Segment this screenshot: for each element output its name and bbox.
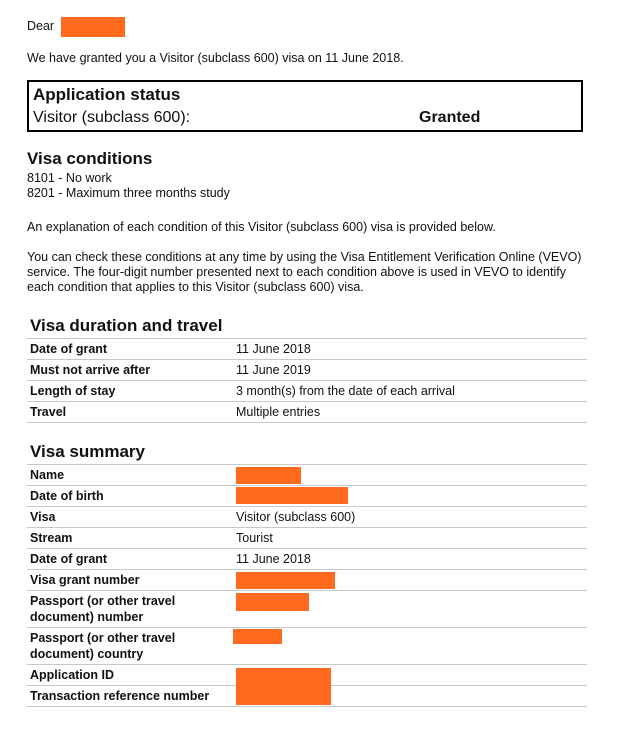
- summary-heading: Visa summary: [30, 442, 145, 461]
- row-label: Application ID: [27, 665, 233, 686]
- duration-heading: Visa duration and travel: [30, 316, 223, 335]
- status-visa-label: Visitor (subclass 600):: [33, 109, 191, 126]
- row-label: Must not arrive after: [27, 360, 233, 381]
- row-label: Name: [27, 465, 233, 486]
- row-label: Length of stay: [27, 381, 233, 402]
- table-row: [27, 402, 587, 423]
- vevo-paragraph: You can check these conditions at any time by using the Visa Entitlement Verification Online (VEVO) service. The four-digit number presented next to each condition above is used in VEVO to identify each condition that applies to this Visitor (subclass 600) visa.: [27, 250, 582, 294]
- redaction-passport-country: [233, 629, 282, 644]
- row-label: Date of grant: [27, 549, 233, 570]
- row-label: Date of grant: [27, 339, 233, 360]
- row-label: Stream: [27, 528, 233, 549]
- row-value: Tourist: [233, 528, 587, 549]
- row-value: Multiple entries: [233, 402, 587, 423]
- application-status-box: [27, 80, 583, 132]
- redaction-application-ids: [236, 668, 331, 705]
- table-row: [27, 528, 587, 549]
- row-value: [233, 628, 587, 665]
- condition-item: 8201 - Maximum three months study: [27, 186, 230, 200]
- row-label: Transaction reference number: [27, 686, 233, 707]
- condition-item: 8101 - No work: [27, 171, 112, 185]
- greeting: Dear: [27, 19, 55, 33]
- row-value: 11 June 2019: [233, 360, 587, 381]
- status-heading: Application status: [33, 85, 181, 104]
- row-value: 11 June 2018: [233, 339, 587, 360]
- table-row: [27, 549, 587, 570]
- table-row: [27, 360, 587, 381]
- table-row: [27, 381, 587, 402]
- row-value: Visitor (subclass 600): [233, 507, 587, 528]
- duration-table: [27, 338, 587, 423]
- row-label: Visa: [27, 507, 233, 528]
- row-label: Date of birth: [27, 486, 233, 507]
- conditions-heading: Visa conditions: [27, 149, 153, 168]
- row-label: Passport (or other travel document) country: [27, 628, 233, 665]
- row-label: Travel: [27, 402, 233, 423]
- row-label: Visa grant number: [27, 570, 233, 591]
- table-row: [27, 465, 587, 486]
- table-row: [27, 339, 587, 360]
- redaction-passport-number: [236, 593, 309, 611]
- conditions-explanation: An explanation of each condition of this Visitor (subclass 600) visa is provided below.: [27, 220, 496, 234]
- row-value: 3 month(s) from the date of each arrival: [233, 381, 587, 402]
- row-label: Passport (or other travel document) number: [27, 591, 233, 628]
- grant-intro: We have granted you a Visitor (subclass 600) visa on 11 June 2018.: [27, 51, 404, 65]
- redaction-visa-grant-number: [236, 572, 335, 589]
- table-row: [27, 507, 587, 528]
- table-row: [27, 628, 587, 665]
- redaction-date-of-birth: [236, 487, 348, 504]
- redaction-name: [236, 467, 301, 484]
- row-value: 11 June 2018: [233, 549, 587, 570]
- redaction-recipient-name: [61, 17, 125, 37]
- status-value: Granted: [419, 109, 481, 126]
